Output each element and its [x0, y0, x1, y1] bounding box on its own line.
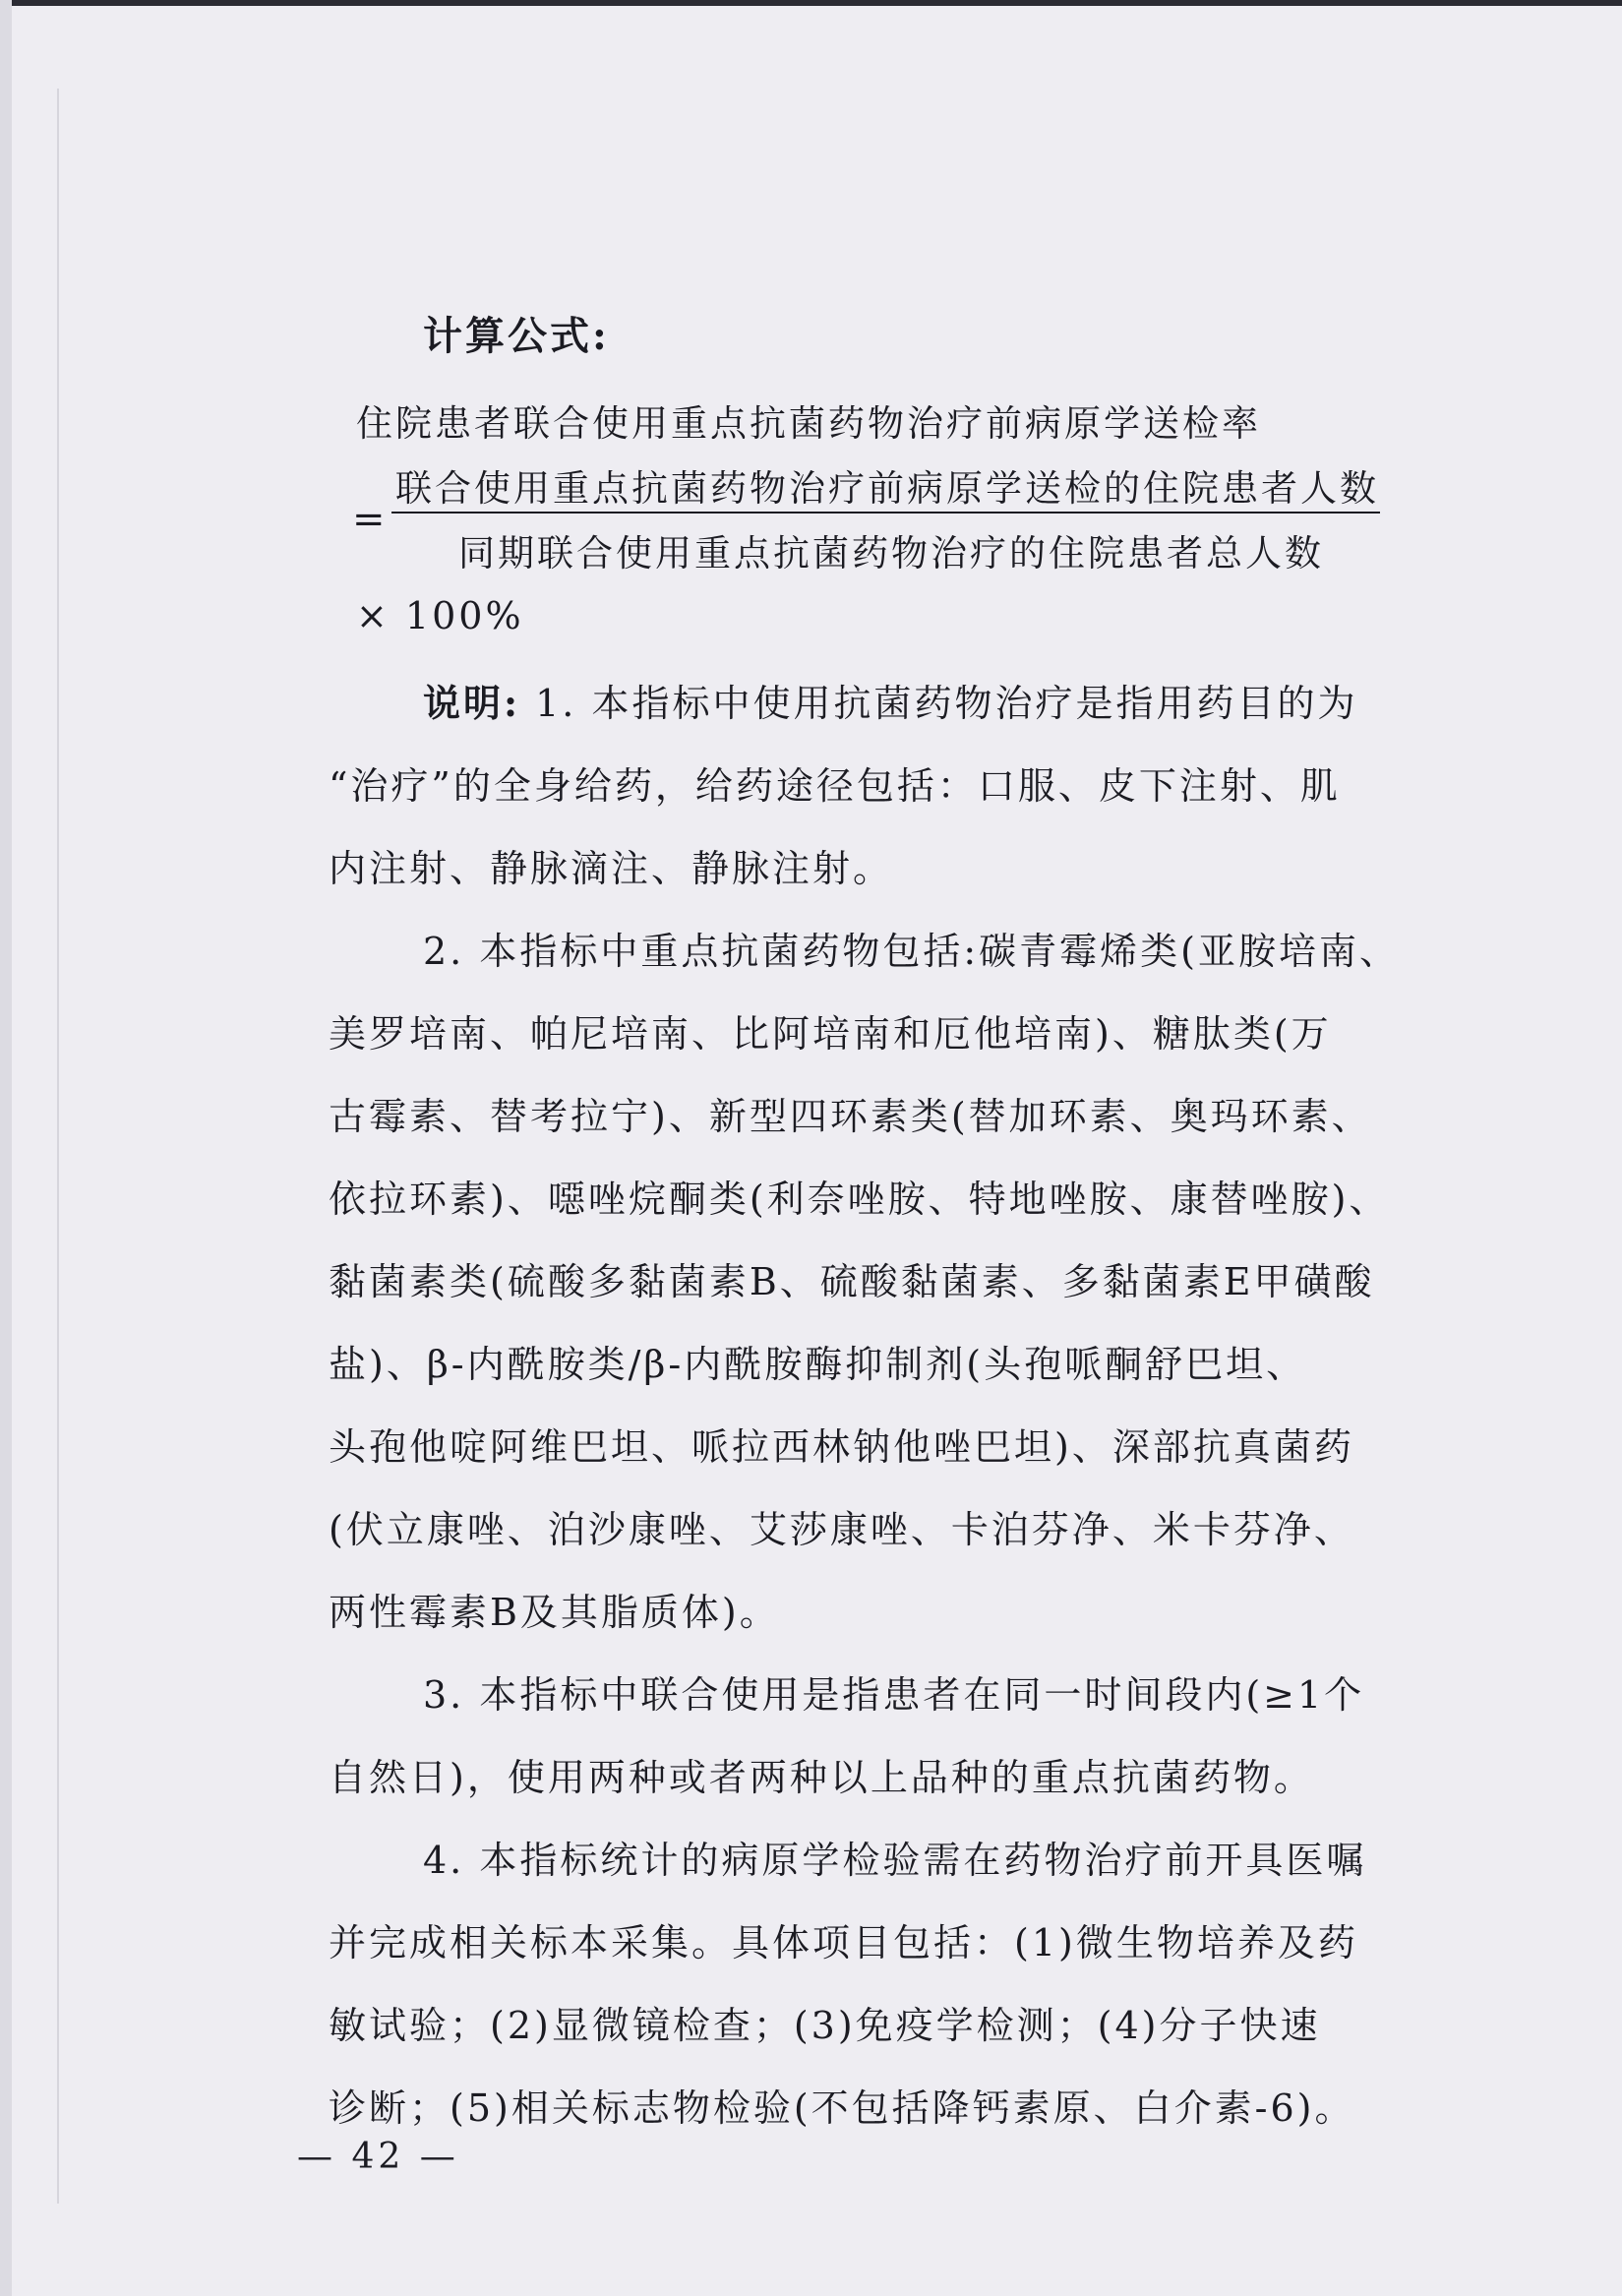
- fraction-denominator: 同期联合使用重点抗菌药物治疗的住院患者总人数: [458, 532, 1324, 574]
- notes-paragraph-1-line-3: 内注射、静脉滴注、静脉注射。: [329, 847, 894, 890]
- multiplier: × 100%: [356, 594, 524, 637]
- notes-paragraph-2-line-8: (伏立康唑、泊沙康唑、艾莎康唑、卡泊芬净、米卡芬净、: [329, 1508, 1354, 1551]
- equals-sign: =: [352, 497, 386, 542]
- notes-paragraph-2-line-4: 依拉环素)、噁唑烷酮类(利奈唑胺、特地唑胺、康替唑胺)、: [329, 1178, 1390, 1221]
- notes-paragraph-3-line-1: 3. 本指标中联合使用是指患者在同一时间段内(≥1个: [423, 1673, 1365, 1717]
- notes-paragraph-3-line-2: 自然日)，使用两种或者两种以上品种的重点抗菌药物。: [329, 1756, 1314, 1799]
- fraction-bar: [391, 512, 1380, 514]
- rate-name: 住院患者联合使用重点抗菌药物治疗前病原学送检率: [356, 402, 1261, 445]
- notes-paragraph-4-line-2: 并完成相关标本采集。具体项目包括：(1)微生物培养及药: [329, 1921, 1358, 1964]
- notes-paragraph-4-line-3: 敏试验；(2)显微镜检查；(3)免疫学检测；(4)分子快速: [329, 2004, 1321, 2047]
- page-number: — 42 —: [297, 2137, 459, 2177]
- notes-paragraph-1-line-1: [423, 673, 1357, 727]
- notes-p1-text: 1. 本指标中使用抗菌药物治疗是指用药目的为: [535, 682, 1358, 725]
- notes-paragraph-2-line-9: 两性霉素B及其脂质体)。: [329, 1591, 780, 1634]
- notes-paragraph-4-line-4: 诊断；(5)相关标志物检验(不包括降钙素原、白介素-6)。: [329, 2086, 1355, 2130]
- fraction-numerator: 联合使用重点抗菌药物治疗前病原学送检的住院患者人数: [395, 467, 1379, 510]
- formula-heading: 计算公式:: [423, 313, 610, 359]
- notes-label: 说明:: [423, 681, 521, 725]
- notes-paragraph-2-line-6: 盐)、β-内酰胺类/β-内酰胺酶抑制剂(头孢哌酮舒巴坦、: [329, 1343, 1307, 1386]
- notes-paragraph-4-line-1: 4. 本指标统计的病原学检验需在药物治疗前开具医嘱: [423, 1839, 1367, 1882]
- notes-paragraph-1-line-2: “治疗”的全身给药，给药途径包括：口服、皮下注射、肌: [329, 764, 1341, 808]
- notes-paragraph-2-line-7: 头孢他啶阿维巴坦、哌拉西林钠他唑巴坦)、深部抗真菌药: [329, 1425, 1354, 1469]
- notes-paragraph-2-line-2: 美罗培南、帕尼培南、比阿培南和厄他培南)、糖肽类(万: [329, 1012, 1332, 1056]
- notes-paragraph-2-line-3: 古霉素、替考拉宁)、新型四环素类(替加环素、奥玛环素、: [329, 1095, 1372, 1138]
- notes-paragraph-2-line-1: 2. 本指标中重点抗菌药物包括:碳青霉烯类(亚胺培南、: [423, 930, 1400, 973]
- notes-paragraph-2-line-5: 黏菌素类(硫酸多黏菌素B、硫酸黏菌素、多黏菌素E甲磺酸: [329, 1260, 1375, 1303]
